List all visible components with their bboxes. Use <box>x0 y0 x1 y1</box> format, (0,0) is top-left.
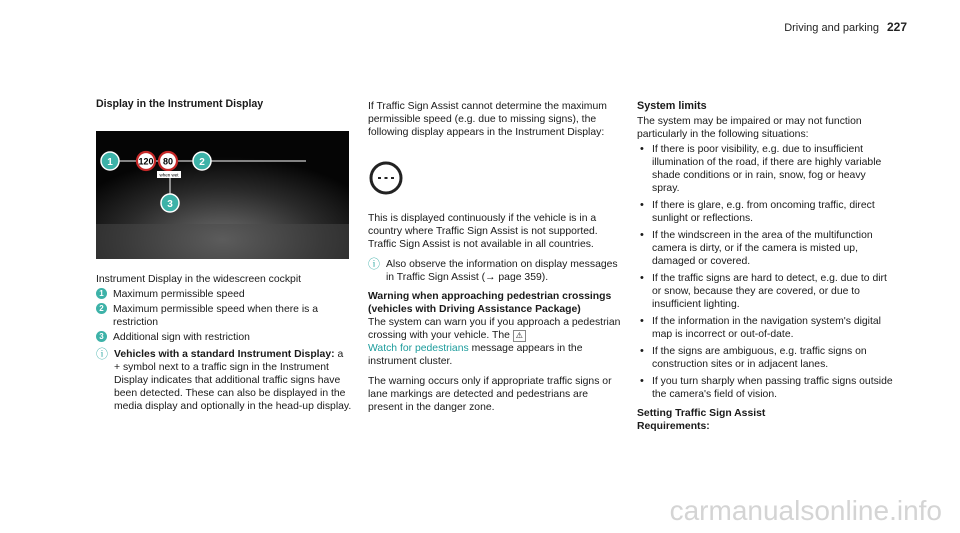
legend-item: 1 Maximum permissible speed <box>96 288 352 301</box>
no-speed-limit-icon <box>368 160 404 196</box>
display-illustration <box>96 131 349 259</box>
list-item: • If you turn sharply when passing traffic signs outside the camera's field of vision. <box>652 375 893 401</box>
pedestrian-warning-icon: ⚠ <box>513 330 526 342</box>
list-item: • If the traffic signs are hard to detect, e.g. due to dirt or snow, because they are covered, or due to insufficient lighting. <box>652 272 893 311</box>
svg-text:2: 2 <box>199 157 205 168</box>
requirements-label: Requirements: <box>637 421 710 432</box>
page-header <box>784 20 907 34</box>
list-item: • If there is glare, e.g. from oncoming traffic, direct sunlight or reflections. <box>652 199 893 225</box>
svg-text:3: 3 <box>167 199 173 210</box>
list-item: • If the windscreen in the area of the multifunction camera is dirty, or if the camera is misted up, damaged or covered. <box>652 229 893 268</box>
watermark: carmanualsonline.info <box>669 495 942 526</box>
legend-item: 2 Maximum permissible speed when there is a restriction <box>96 303 352 329</box>
note-box: ⓘ Also observe the information on display messages in Traffic Sign Assist (→ page 359). <box>368 257 618 283</box>
image-caption: Instrument Display in the widescreen cockpit <box>96 274 302 285</box>
paragraph: If Traffic Sign Assist cannot determine the maximum permissible speed (e.g. due to missing signs), the following display appears in the Instrument Display: <box>368 101 607 138</box>
column-2 <box>368 100 624 421</box>
paragraph: The warning occurs only if appropriate traffic signs or lane markings are detected and pedestrians are present in the danger zone. <box>368 376 612 413</box>
paragraph: The system may be impaired or may not function particularly in the following situations: <box>637 116 862 140</box>
display-message-text: Watch for pedestrians <box>368 343 469 354</box>
info-icon: ⓘ <box>96 347 109 361</box>
subheading: Setting Traffic Sign Assist <box>637 408 766 419</box>
info-icon: ⓘ <box>368 257 381 271</box>
legend-number-badge: 3 <box>96 331 107 342</box>
svg-text:when wet: when wet <box>159 172 179 178</box>
paragraph: This is displayed continuously if the vehicle is in a country where Traffic Sign Assist is not supported. Traffic Sign Assist is not available in all countries. <box>368 213 598 250</box>
note-box: ⓘ Vehicles with a standard Instrument Display: a + symbol next to a traffic sign in the Instrument Display indicates that additional traffic signs have been detected. These can also be displayed in the media display and optionally in the head-up display. <box>96 347 352 412</box>
column-1 <box>96 98 352 413</box>
subheading: Warning when approaching pedestrian crossings (vehicles with Driving Assistance Package) <box>368 291 612 315</box>
list-item: • If the information in the navigation system's digital map is incorrect or out-of-date. <box>652 315 893 341</box>
section-heading: Display in the Instrument Display <box>96 98 264 110</box>
svg-text:1: 1 <box>107 157 113 168</box>
svg-text:120: 120 <box>138 156 154 167</box>
legend-number-badge: 1 <box>96 288 107 299</box>
page-number: 227 <box>886 20 907 34</box>
list-item: • If the signs are ambiguous, e.g. traffic signs on construction sites or in adjacent lanes. <box>652 345 893 371</box>
legend-item: 3 Additional sign with restriction <box>96 331 352 344</box>
section-title: Driving and parking <box>784 22 879 34</box>
subheading: System limits <box>637 100 707 112</box>
legend-number-badge: 2 <box>96 303 107 314</box>
list-item: • If there is poor visibility, e.g. due to insufficient illumination of the road, if there are highly variable shade conditions or in rain, snow, fog or heavy spray. <box>652 143 893 195</box>
limits-list <box>637 143 893 401</box>
svg-text:80: 80 <box>162 156 174 167</box>
paragraph: The system can warn you if you approach a pedestrian crossing with your vehicle. The ⚠ Watch for pedestrians message appears in the instrument cluster. <box>368 317 621 367</box>
instrument-display-image <box>96 131 349 259</box>
column-3 <box>637 100 893 440</box>
